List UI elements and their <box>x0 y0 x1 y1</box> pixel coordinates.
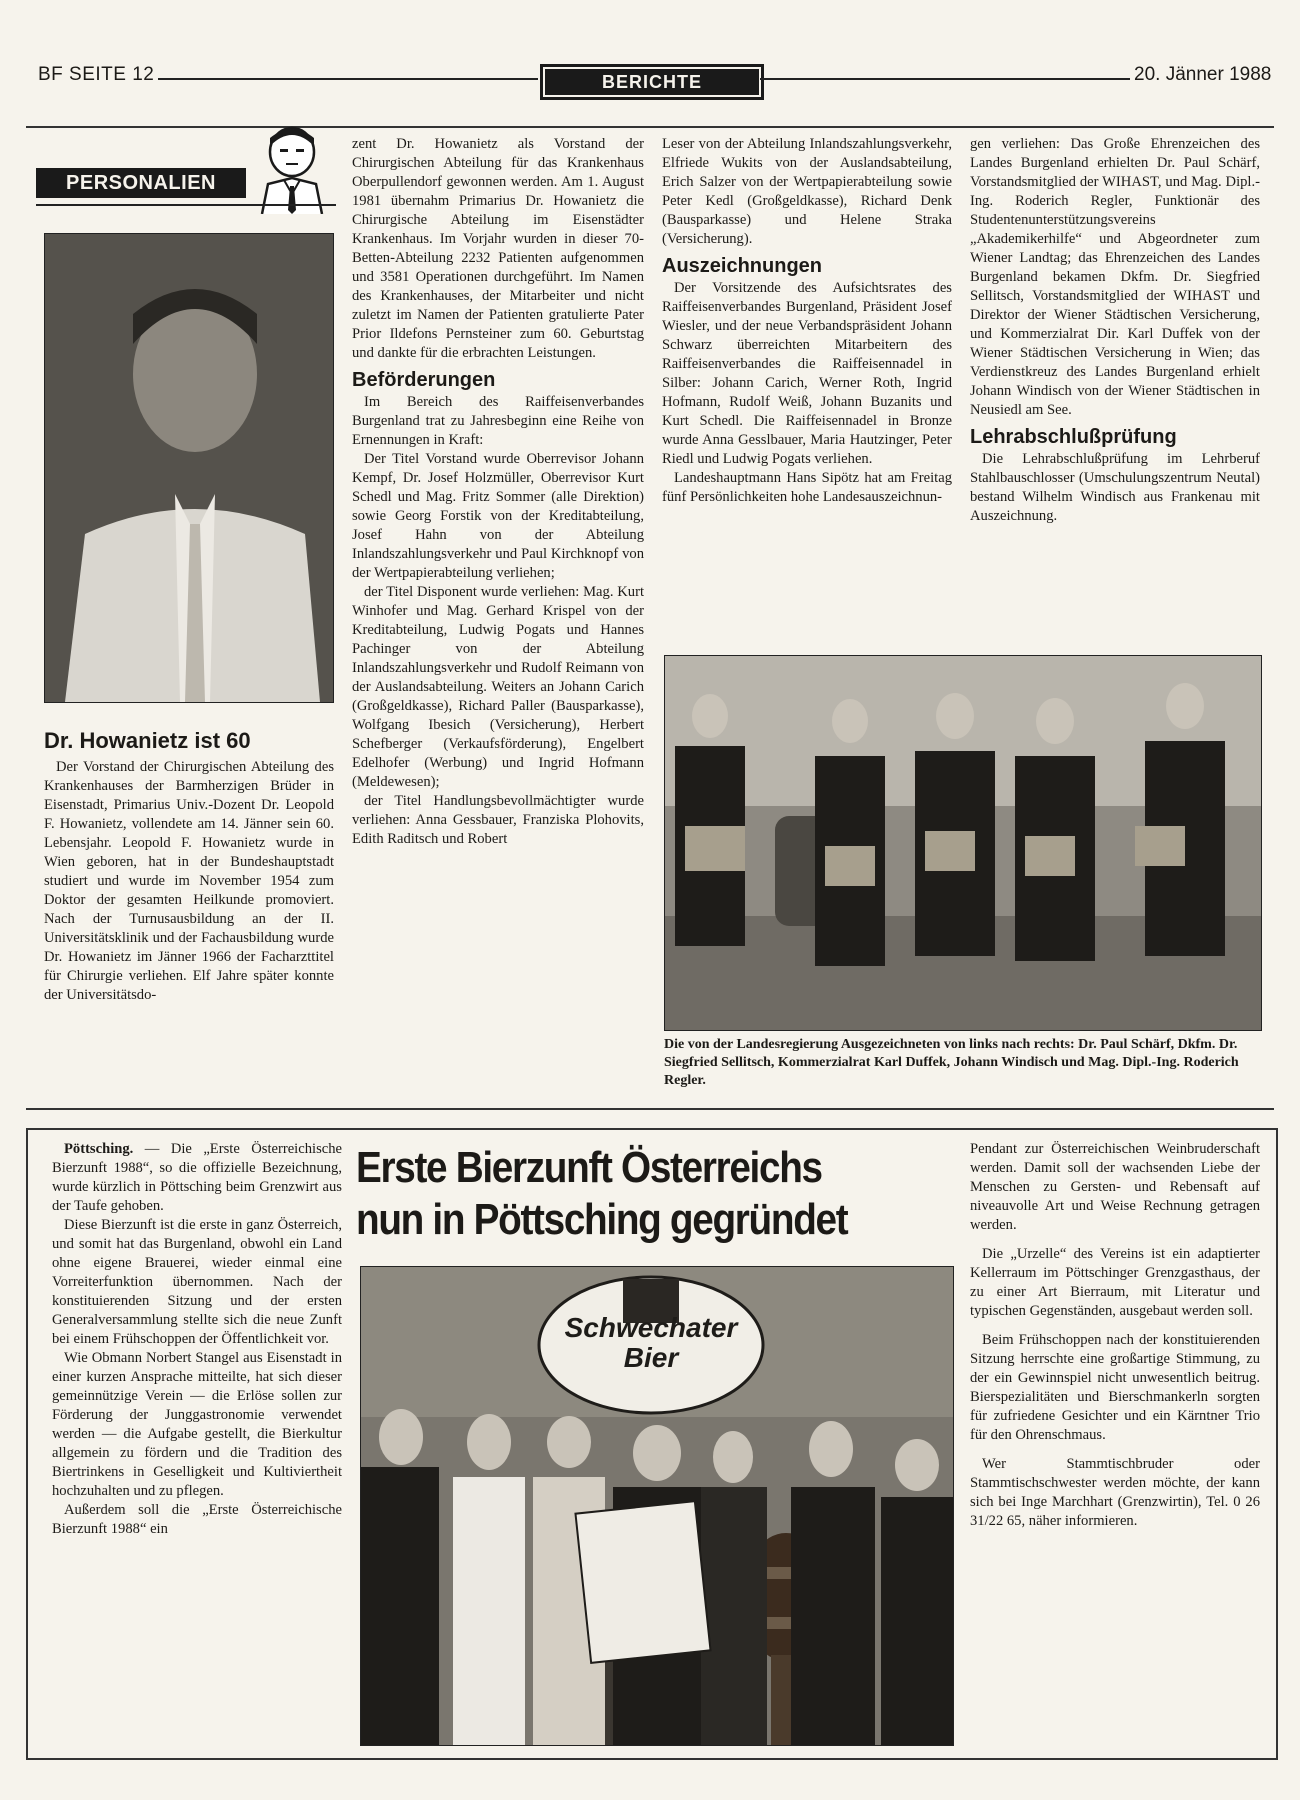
bier-right-paragraph-2: Die „Urzelle“ des Vereins ist ein adaptierter Kellerraum im Pöttschinger Grenzgasthaus, der zu einer Art Bierraum, mit Literatur und typischen Gegenständen, ausgebaut werden soll. <box>970 1246 1260 1319</box>
bierzunft-photo <box>360 1266 954 1746</box>
portrait-photo <box>44 233 334 703</box>
schwechater-sign-text <box>539 1313 763 1373</box>
bier-right-paragraph-4: Wer Stammtischbruder oder Stammtischschwester werden möchte, der kann sich bei Inge Marchhart (Grenzwirtin), Tel. 0 26 31/22 65, näher informieren. <box>970 1456 1260 1529</box>
headline-line-1: Erste Bierzunft Österreichs <box>356 1143 822 1192</box>
sign-line-2: Bier <box>623 1342 679 1373</box>
befoerderungen-intro: Im Bereich des Raiffeisenverbandes Burgenland trat zu Jahresbeginn eine Reihe von Ernennungen in Kraft: <box>352 394 644 448</box>
howanietz-headline <box>44 728 334 754</box>
awardees-photo-caption: Die von der Landesregierung Ausgezeichneten von links nach rechts: Dr. Paul Schärf, Dkfm. Dr. Siegfried Sellitsch, Kommerzialrat Karl Duffek, Johann Windisch und Mag. Dipl.-Ing. Roderich Regler. <box>664 1037 1239 1088</box>
bier-intro-paragraph <box>52 1140 342 1216</box>
bier-intro-text: — Die „Erste Österreichische Bierzunft 1988“, so die offizielle Bezeichnung, wurde kürzlich in Pöttsching beim Grenzwirt aus der Taufe gehoben. <box>52 1141 342 1214</box>
awardees-silhouettes <box>665 656 1261 1030</box>
bierzunft-headline <box>356 1142 884 1246</box>
header-rule-left <box>158 78 538 80</box>
bier-right-column <box>970 1140 1260 1531</box>
dateline: Pöttsching. <box>64 1141 134 1157</box>
section-title: BERICHTE <box>601 72 702 92</box>
howanietz-paragraph: Der Vorstand der Chirurgischen Abteilung des Krankenhauses der Barmherzigen Brüder in Eisenstadt, Primarius Univ.-Dozent Dr. Leopold F. Howanietz, vollendete am 14. Jänner sein 60. Lebensjahr. Leopold F. Howanietz wurde in Wien geboren, hat in der Bundeshauptstadt studiert und wurde im November 1954 zum Doktor der gesamten Heilkunde promoviert. Nach der Turnusausbildung an der II. Universitätsklinik und der Fachausbildung wurde Dr. Howanietz im Jänner 1966 der Facharzttitel für Chirurgie verliehen. Elf Jahre später konnte der Universitätsdo- <box>44 759 334 1003</box>
column-3-text <box>662 135 952 507</box>
column-4-text <box>970 135 1260 526</box>
bier-left-column <box>52 1140 342 1539</box>
page-number: BF SEITE 12 <box>38 64 155 85</box>
portrait-silhouette <box>45 234 333 702</box>
personalien-badge <box>36 124 346 214</box>
personalien-label: PERSONALIEN <box>36 168 246 198</box>
howanietz-continued: zent Dr. Howanietz als Vorstand der Chirurgischen Abteilung für das Krankenhaus Oberpullendorf gewonnen werden. Am 1. August 1981 übernahm Primarius Dr. Howanietz die Chirurgische Abteilung im Eisenstädter Krankenhaus. Im Vorjahr wurden in dieser 70-Betten-Abteilung 2232 Patienten aufgenommen und 3581 Operationen durchgeführt. Im Namen des Krankenhauses, der Mitarbeiter und nicht zuletzt im Namen der Patienten gratulierte Pater Prior Ildefons Pernsteiner zum 60. Geburtstag und dankte für die erbrachten Leistungen. <box>352 136 644 361</box>
bier-right-paragraph-3: Beim Frühschoppen nach der konstituierenden Sitzung herrschte eine großartige Stimmung, zu der ein Gewinnspiel nicht unwesentlich beitrug. Bierspezialitäten und Bierschmankerln sorgten für zufriedene Gesichter und ein Kärntner Trio für den Ohrenschmaus. <box>970 1332 1260 1443</box>
badge-rule <box>36 204 336 206</box>
befoerderungen-handlungsbevollmaechtigter: der Titel Handlungsbevollmächtigter wurde verliehen: Anna Gessbauer, Franziska Plohovits, Edith Raditsch und Robert <box>352 793 644 847</box>
befoerderungen-continued: Leser von der Abteilung Inlandszahlungsverkehr, Elfriede Wukits von der Auslandsabteilung, Erich Salzer von der Wertpapierabteilung sowie Peter Kedl (Großgeldkasse), Richard Denk (Bausparkasse) und Helene Straka (Versicherung). <box>662 136 952 247</box>
bier-paragraph-4: Außerdem soll die „Erste Österreichische Bierzunft 1988“ ein <box>52 1502 342 1537</box>
headline-line-2: nun in Pöttsching gegründet <box>356 1195 848 1244</box>
cartoon-figure-icon <box>242 124 342 214</box>
lehrabschluss-text: Die Lehrabschlußprüfung im Lehrberuf Stahlbauschlosser (Umschulungszentrum Neutal) bestand Wilhelm Windisch aus Frankenau mit Auszeichnung. <box>970 451 1260 524</box>
befoerderungen-vorstand: Der Titel Vorstand wurde Oberrevisor Johann Kempf, Dr. Josef Holzmüller, Oberrevisor Kurt Schedl und Mag. Fritz Sommer (alle Direktion) sowie Georg Forstik von der Kreditabteilung, Josef Hahn von der Abteilung Inlandszahlungsverkehr und Paul Kirchknopf von der Wertpapierabteilung verliehen; <box>352 451 644 581</box>
landesauszeichnungen-text: gen verliehen: Das Große Ehrenzeichen des Landes Burgenland erhielten Dr. Paul Schärf, Vorstandsmitglied der WIHAST, und Mag. Dipl.-Ing. Roderich Regler, Funktionär des Studentenunterstützungsvereins „Akademikerhilfe“ und Abgeordneter zum Wiener Landtag; das Ehrenzeichen des Landes Burgenland bekamen Dkfm. Dr. Siegfried Sellitsch, Vorstandsmitglied der WIHAST und Direktor der Wiener Städtischen Versicherung, und Kommerzialrat Dir. Karl Duffek von der Wiener Städtischen Versicherung in Wien; das Verdienstkreuz des Landes Burgenland erhielt Johann Windisch von der Wiener Städtischen in Neusiedl am See. <box>970 136 1260 418</box>
befoerderungen-disponent: der Titel Disponent wurde verliehen: Mag. Kurt Winhofer und Mag. Gerhard Krispel von der Kreditabteilung, Ludwig Pogats und Hannes Pachinger von der Abteilung Inlandszahlungsverkehr und Rudolf Reimann von der Auslandsabteilung. Weiters an Johann Carich (Großgeldkasse), Richard Paller (Bausparkasse), Wolfgang Ibesich (Versicherung), Herbert Schefberger (Verkaufsförderung), Engelbert Edelhofer (Werbung) und Ingrid Hofmann (Meldewesen); <box>352 584 644 790</box>
auszeichnungen-raiffeisen: Der Vorsitzende des Aufsichtsrates des Raiffeisenverbandes Burgenland, Präsident Josef Wiesler, und der neue Verbandspräsident Johann Schwarz überreichten Mitarbeitern des Raiffeisenverbandes die Raiffeisennadel in Silber: Johann Carich, Werner Roth, Ingrid Hofmann, Rudolf Weiß, Johann Buzanits und Kurt Schedl. Die Raiffeisennadel in Bronze wurde Anna Gesslbauer, Maria Hautzinger, Peter Riedl und Ludwig Pogats verliehen. <box>662 280 952 467</box>
sign-line-1: Schwechater <box>564 1312 738 1343</box>
auszeichnungen-heading: Auszeichnungen <box>662 255 823 277</box>
column-2-text <box>352 135 644 849</box>
auszeichnungen-landeshauptmann: Landeshauptmann Hans Sipötz hat am Freitag fünf Persönlichkeiten hohe Landesauszeichnun- <box>662 470 952 505</box>
headline-text: Dr. Howanietz ist 60 <box>44 728 251 753</box>
awardees-photo <box>664 655 1262 1031</box>
befoerderungen-heading: Beförderungen <box>352 369 496 391</box>
issue-date: 20. Jänner 1988 <box>1134 64 1272 85</box>
bier-right-paragraph-1: Pendant zur Österreichischen Weinbruderschaft werden. Damit soll der wachsenden Liebe der Menschen zu Gersten- und Rebensaft auf niveauvolle Art und Weise Rechnung getragen werden. <box>970 1141 1260 1233</box>
bier-paragraph-2: Diese Bierzunft ist die erste in ganz Österreich, und somit hat das Burgenland, obwohl ein Land ohne eigene Brauerei, wieder einmal eine Vorreiterfunktion übernommen. Nach der konstituierenden Sitzung und der ersten Generalversammlung stellte sich die neue Zunft bei einem Frühschoppen der Öffentlichkeit vor. <box>52 1217 342 1347</box>
lehrabschluss-heading: Lehrabschlußprüfung <box>970 426 1177 448</box>
header-rule-right <box>760 78 1130 80</box>
bier-paragraph-3: Wie Obmann Norbert Stangel aus Eisenstadt in einer kurzen Ansprache mitteilte, hat sich dieser gemeinnützige Verein — die Erlöse sollen zur Förderung der Junggastronomie verwendet werden — die Aufgabe gestellt, die Bierkultur allgemein zu fördern und die Tradition des Biertrinkens in Geselligkeit und Kultiviertheit hochzuhalten und zu pflegen. <box>52 1350 342 1499</box>
column-1-text <box>44 758 334 1005</box>
section-banner <box>540 64 764 100</box>
